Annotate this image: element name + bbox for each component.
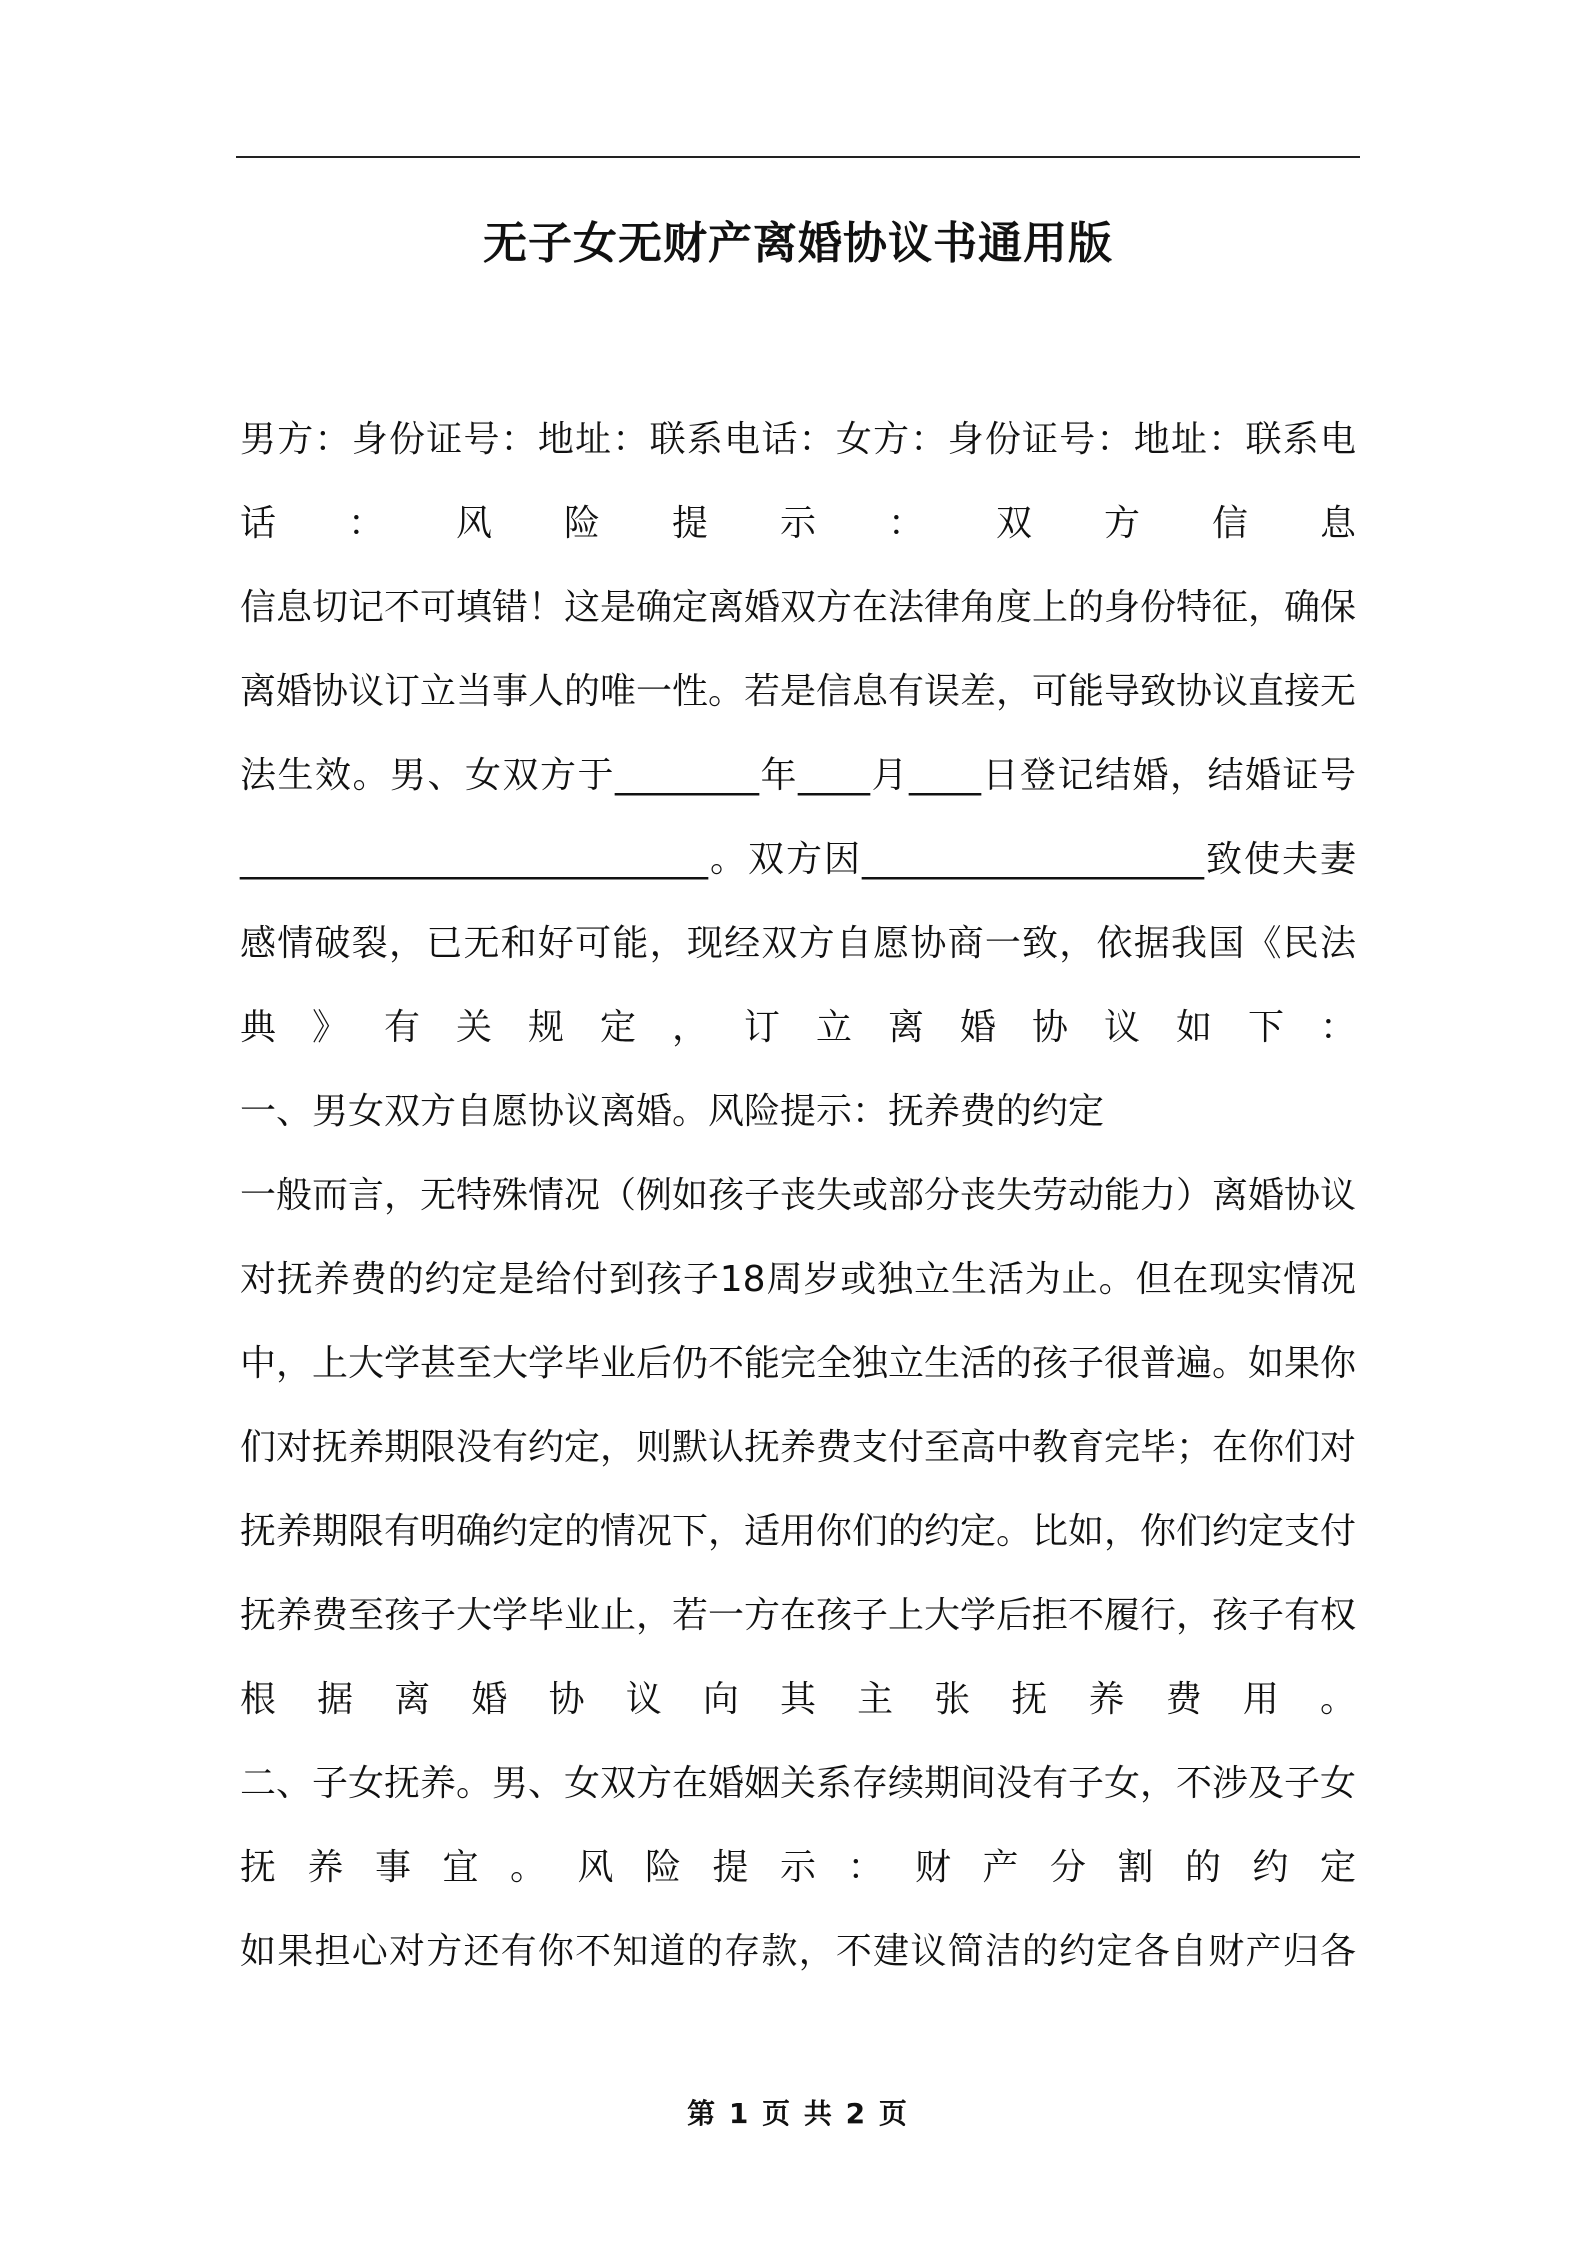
document-body	[240, 398, 1356, 1994]
header-rule	[236, 156, 1360, 158]
paragraph-support-fee: 一般而言，无特殊情况（例如孩子丧失或部分丧失劳动能力）离婚协议对抚养费的约定是给付到孩子18周岁或独立生活为止。但在现实情况中，上大学甚至大学毕业后仍不能完全独立生活的孩子很普遍。如果你们对抚养期限没有约定，则默认抚养费支付至高中教育完毕；在你们对抚养期限有明确约定的情况下，适用你们的约定。比如，你们约定支付抚养费至孩子大学毕业止，若一方在孩子上大学后拒不履行，孩子有权根据离婚协议向其主张抚养费用。	[240, 1175, 1357, 1720]
paragraph-clause-one: 一、男女双方自愿协议离婚。风险提示：抚养费的约定	[240, 1091, 1105, 1132]
paragraph-party-info: 男方：身份证号：地址：联系电话：女方：身份证号：地址：联系电话：风险提示：双方信息	[240, 419, 1356, 544]
page-number: 第 1 页 共 2 页	[687, 2097, 909, 2130]
document-title: 无子女无财产离婚协议书通用版	[483, 218, 1113, 269]
paragraph-info-warning: 信息切记不可填错！这是确定离婚双方在法律角度上的身份特征，确保离婚协议订立当事人的唯一性。若是信息有误差，可能导致协议直接无法生效。男、女双方于________年____月____日登记结婚，结婚证号__________________________。双方因___________________致使夫妻感情破裂，已无和好可能，现经双方自愿协商一致，依据我国《民法典》有关规定，订立离婚协议如下：	[240, 587, 1357, 1048]
paragraph-clause-two: 二、子女抚养。男、女双方在婚姻关系存续期间没有子女，不涉及子女抚养事宜。风险提示：财产分割的约定	[240, 1763, 1357, 1888]
paragraph-property: 如果担心对方还有你不知道的存款，不建议简洁的约定各自财产归各	[240, 1931, 1356, 1972]
